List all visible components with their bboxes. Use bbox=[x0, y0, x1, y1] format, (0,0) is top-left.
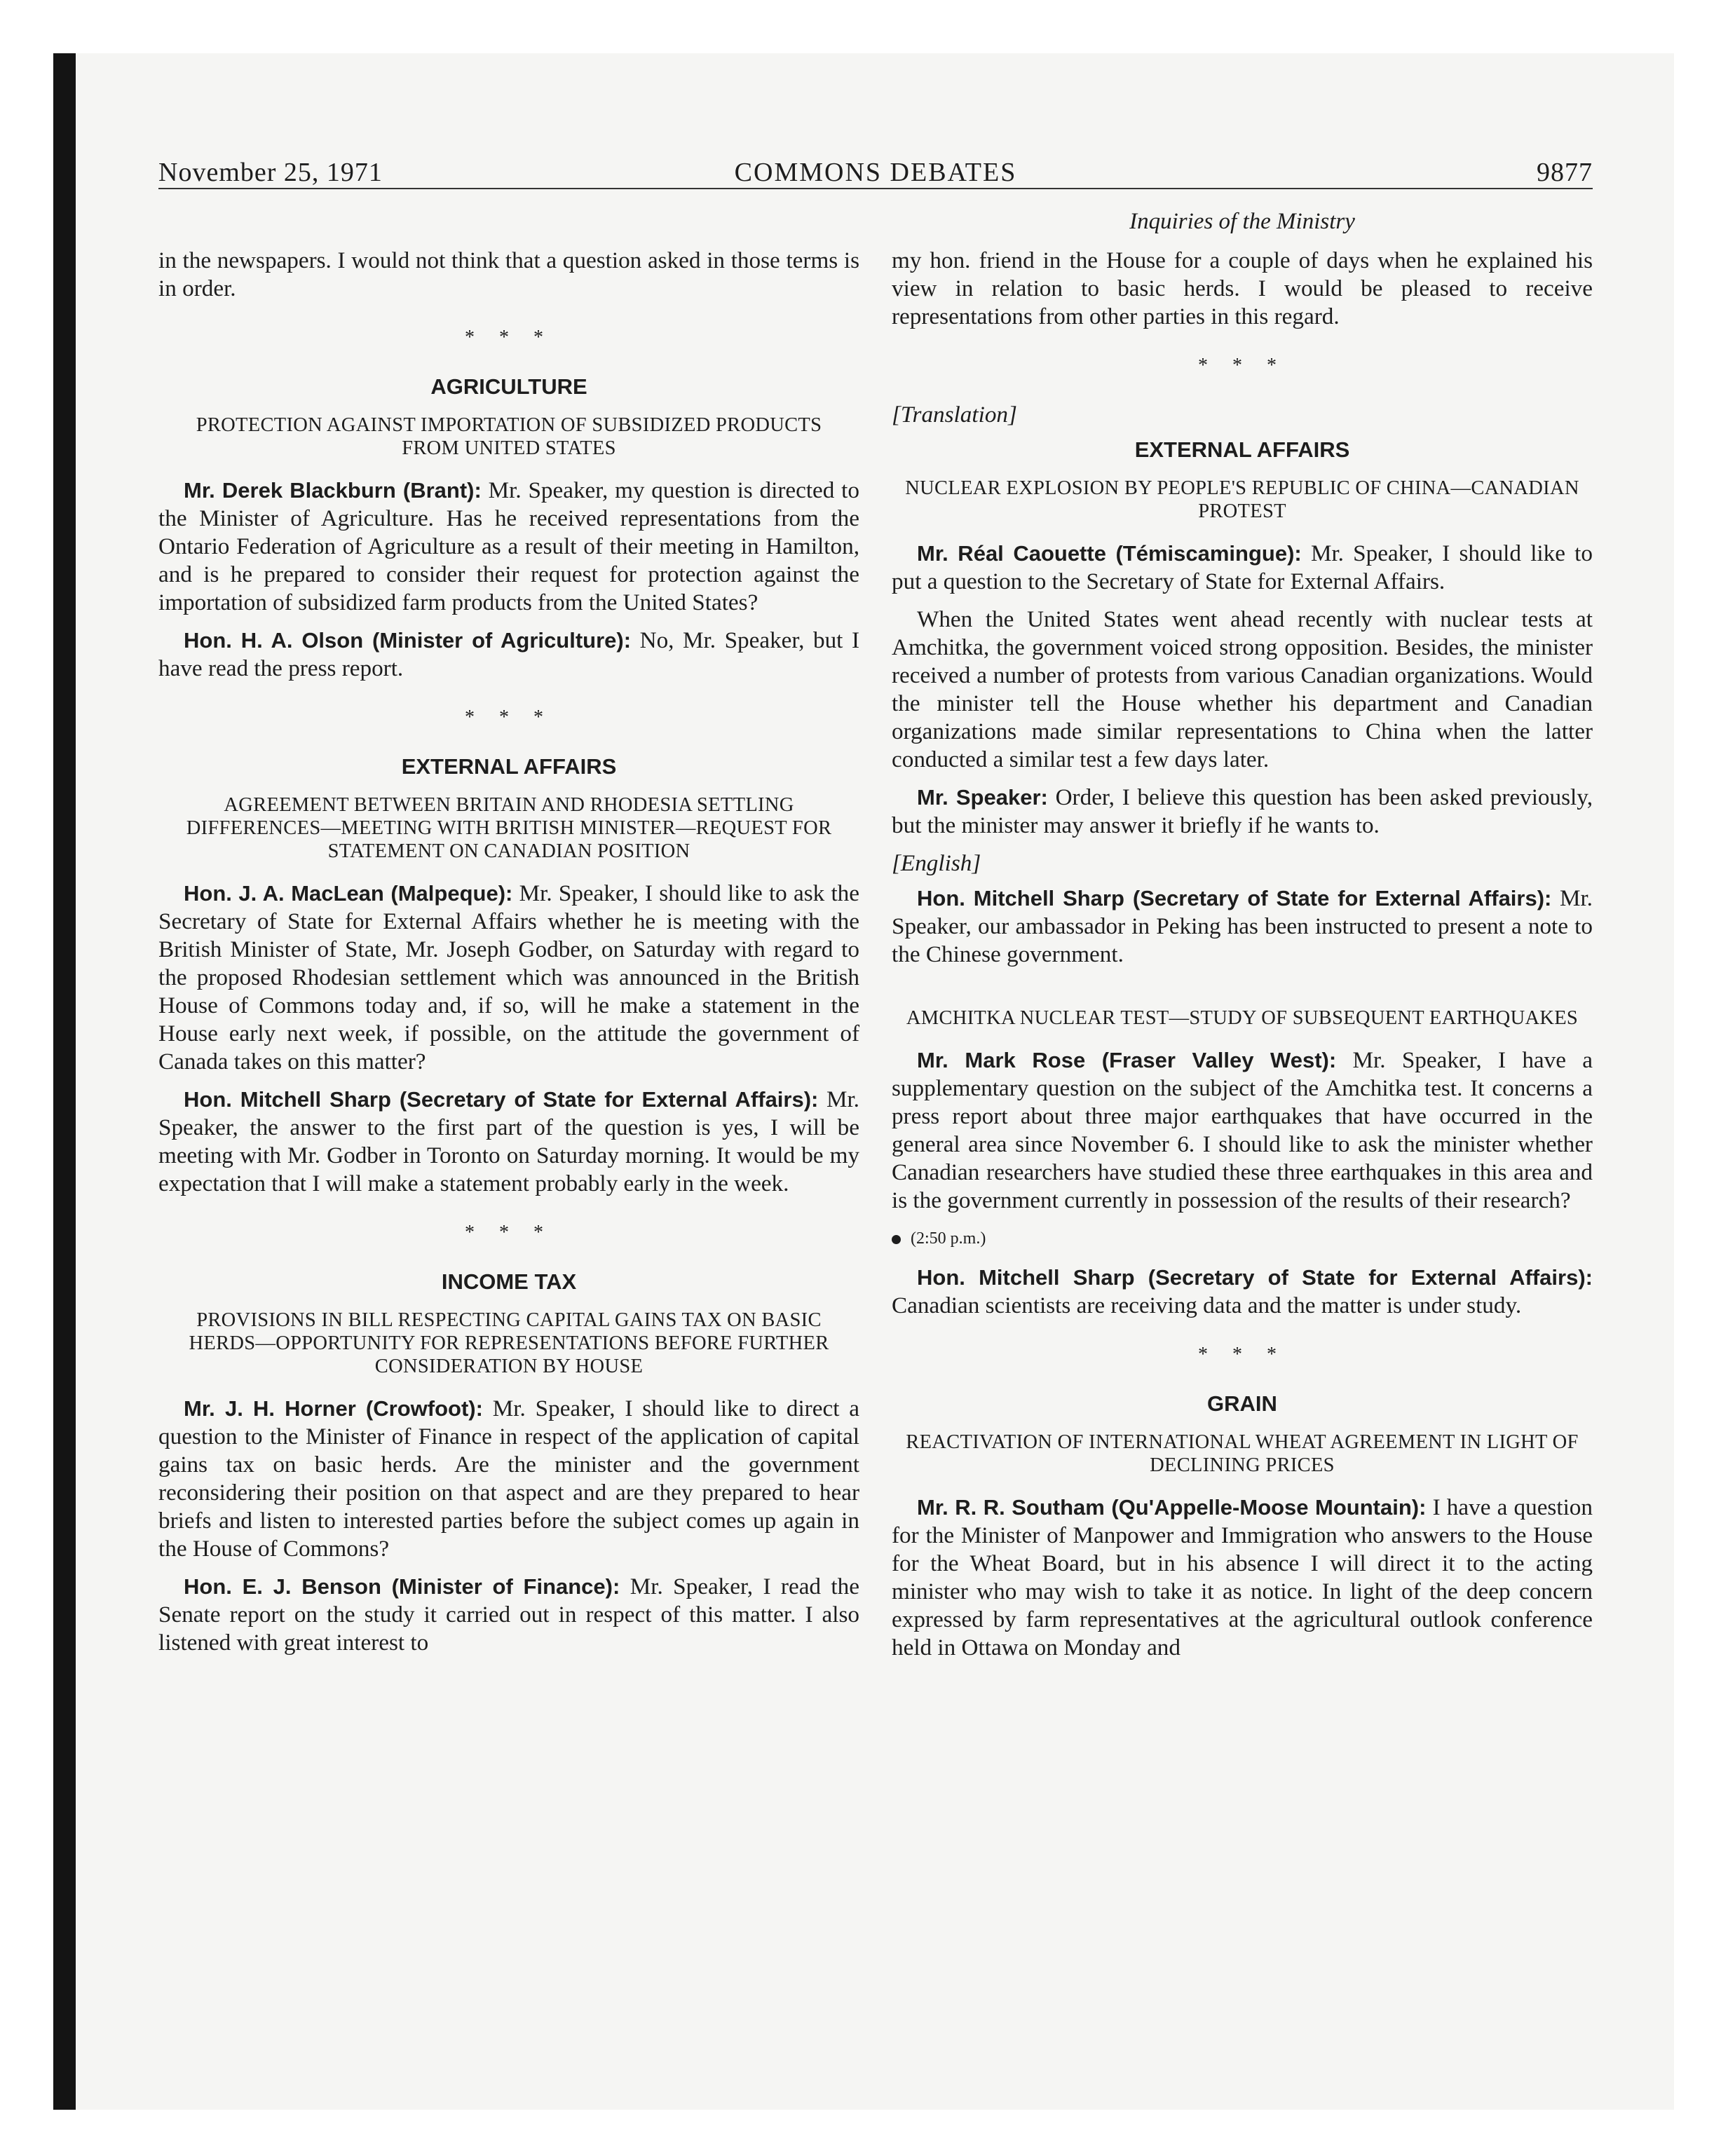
answer-paragraph bbox=[158, 627, 859, 683]
speaker-name: Hon. E. J. Benson (Minister of Finance): bbox=[184, 1574, 620, 1599]
section-separator: * * * bbox=[465, 327, 553, 348]
left-column bbox=[158, 247, 859, 1667]
speaker-ruling-paragraph bbox=[892, 784, 1593, 840]
section-title-grain: GRAIN bbox=[1207, 1391, 1277, 1416]
speaker-name: Mr. J. H. Horner (Crowfoot): bbox=[184, 1396, 483, 1421]
topic-heading: PROVISIONS IN BILL RESPECTING CAPITAL GAINS TAX ON BASIC HERDS—OPPORTUNITY FOR REPRESENTATIONS BEFORE FURTHER CONSIDERATION BY HOUSE bbox=[189, 1309, 829, 1377]
speaker-name: Hon. J. A. MacLean (Malpeque): bbox=[184, 881, 513, 906]
question-paragraph bbox=[892, 540, 1593, 596]
speaker-name: Mr. Derek Blackburn (Brant): bbox=[184, 478, 482, 503]
topic-heading: REACTIVATION OF INTERNATIONAL WHEAT AGREEMENT IN LIGHT OF DECLINING PRICES bbox=[906, 1431, 1579, 1476]
continuation-text: in the newspapers. I would not think that a question asked in those terms is in order. bbox=[158, 247, 859, 301]
speech-text: Mr. Speaker, I should like to put a question to the Secretary of State for External Affairs. bbox=[892, 540, 1593, 594]
speech-text: Mr. Speaker, my question is directed to the Minister of Agriculture. Has he received representations from the Ontario Federation of Agriculture as a result of their meeting in Hamilton, and is he prepared to consider their request for protection against the importation of subsidized farm products from the United States? bbox=[158, 477, 859, 615]
header-rule bbox=[158, 188, 1593, 189]
question-paragraph bbox=[158, 880, 859, 1076]
timestamp-text: (2:50 p.m.) bbox=[911, 1229, 986, 1248]
speaker-name: Mr. Mark Rose (Fraser Valley West): bbox=[917, 1048, 1337, 1072]
section-separator: * * * bbox=[465, 707, 553, 728]
answer-paragraph bbox=[892, 885, 1593, 969]
header-title: COMMONS DEBATES bbox=[734, 158, 1017, 187]
topic-heading: NUCLEAR EXPLOSION BY PEOPLE'S REPUBLIC OF CHINA—CANADIAN PROTEST bbox=[905, 477, 1579, 522]
question-paragraph bbox=[892, 1046, 1593, 1215]
speech-text: Mr. Speaker, our ambassador in Peking has been instructed to present a note to the Chinese government. bbox=[892, 885, 1593, 967]
header-page-number: 9877 bbox=[1537, 158, 1593, 187]
speech-text: Mr. Speaker, I should like to direct a question to the Minister of Finance in respect of the application of capital gains tax on basic herds. Are the minister and the government reconsidering their position on that aspect and are they prepared to hear briefs and listen to interested parties before the subject comes up again in the House of Commons? bbox=[158, 1396, 859, 1562]
speech-text: Mr. Speaker, I should like to ask the Secretary of State for External Affairs whether he is meeting with the British Minister of State, Mr. Joseph Godber, on Saturday with regard to the proposed Rhodesian settlement which was announced in the British House of Commons today and, if so, will he make a statement in the House early next week, if possible, on the attitude the government of Canada takes on this matter? bbox=[158, 880, 859, 1074]
topic-heading: AGREEMENT BETWEEN BRITAIN AND RHODESIA SETTLING DIFFERENCES—MEETING WITH BRITISH MINISTER—REQUEST FOR STATEMENT ON CANADIAN POSITION bbox=[186, 794, 832, 862]
section-title-external-affairs: EXTERNAL AFFAIRS bbox=[401, 754, 617, 779]
speaker-name: Hon. Mitchell Sharp (Secretary of State for External Affairs): bbox=[917, 1265, 1593, 1290]
speech-text: Mr. Speaker, the answer to the first part of the question is yes, I will be meeting with Mr. Godber in Toronto on Saturday morning. It would be my expectation that I will make a statement probably early in the week. bbox=[158, 1086, 859, 1196]
answer-paragraph bbox=[158, 1086, 859, 1198]
speech-text: Mr. Speaker, I read the Senate report on the study it carried out in respect of this matter. I also listened with great interest to bbox=[158, 1574, 859, 1656]
translation-note: [Translation] bbox=[892, 402, 1017, 428]
section-separator: * * * bbox=[465, 1222, 553, 1243]
speaker-name: Hon. Mitchell Sharp (Secretary of State for External Affairs): bbox=[917, 886, 1552, 910]
bullet-icon bbox=[892, 1235, 901, 1244]
section-title-agriculture: AGRICULTURE bbox=[430, 374, 587, 399]
speaker-name: Hon. H. A. Olson (Minister of Agriculture): bbox=[184, 628, 632, 653]
section-title-income-tax: INCOME TAX bbox=[441, 1269, 577, 1294]
topic-heading: AMCHITKA NUCLEAR TEST—STUDY OF SUBSEQUENT EARTHQUAKES bbox=[906, 1007, 1579, 1029]
question-paragraph-continued: When the United States went ahead recently with nuclear tests at Amchitka, the government voiced strong opposition. Besides, the minister received a number of protests from various Canadian organizations. Would the minister tell the House whether his department and Canadian organizations made similar representations to China when the latter conducted a similar test a few days later. bbox=[892, 606, 1593, 772]
header-date: November 25, 1971 bbox=[158, 158, 383, 187]
section-title-external-affairs: EXTERNAL AFFAIRS bbox=[1134, 437, 1350, 462]
speech-text: Canadian scientists are receiving data and the matter is under study. bbox=[892, 1292, 1522, 1318]
answer-paragraph bbox=[158, 1573, 859, 1657]
timestamp bbox=[892, 1224, 1593, 1253]
continuation-text: my hon. friend in the House for a couple of days when he explained his view in relation to basic herds. I would be pleased to receive representations from other parties in this regard. bbox=[892, 247, 1593, 329]
speaker-name: Hon. Mitchell Sharp (Secretary of State for External Affairs): bbox=[184, 1087, 819, 1112]
question-paragraph bbox=[892, 1494, 1593, 1662]
right-column bbox=[892, 207, 1593, 1672]
column-subhead: Inquiries of the Ministry bbox=[1129, 209, 1355, 234]
spacer bbox=[892, 978, 1593, 1007]
english-note: [English] bbox=[892, 850, 981, 876]
speech-text: Mr. Speaker, I have a supplementary question on the subject of the Amchitka test. It concerns a press report about three major earthquakes that have occurred in the general area since November 6. I should like to ask the minister whether Canadian researchers have studied these three earthquakes in this area and is the government currently in possession of the results of their research? bbox=[892, 1047, 1593, 1213]
binding-edge bbox=[53, 53, 76, 2110]
topic-heading: PROTECTION AGAINST IMPORTATION OF SUBSIDIZED PRODUCTS FROM UNITED STATES bbox=[196, 414, 822, 459]
question-paragraph bbox=[158, 1395, 859, 1563]
speech-text: Order, I believe this question has been asked previously, but the minister may answer it briefly if he wants to. bbox=[892, 784, 1593, 838]
answer-paragraph bbox=[892, 1264, 1593, 1320]
speaker-name: Mr. Speaker: bbox=[917, 785, 1048, 810]
question-paragraph bbox=[158, 477, 859, 617]
section-separator: * * * bbox=[1198, 1344, 1286, 1365]
section-separator: * * * bbox=[1198, 355, 1286, 376]
speech-text: I have a question for the Minister of Manpower and Immigration who answers to the House for the Wheat Board, but in his absence I will direct it to the acting minister who may wish to take it as notice. In light of the deep concern expressed by farm representatives at the agricultural outlook conference held in Ottawa on Monday and bbox=[892, 1494, 1593, 1660]
speaker-name: Mr. Réal Caouette (Témiscamingue): bbox=[917, 541, 1302, 566]
speech-text: No, Mr. Speaker, but I have read the press report. bbox=[158, 627, 859, 681]
speaker-name: Mr. R. R. Southam (Qu'Appelle-Moose Mountain): bbox=[917, 1495, 1427, 1520]
